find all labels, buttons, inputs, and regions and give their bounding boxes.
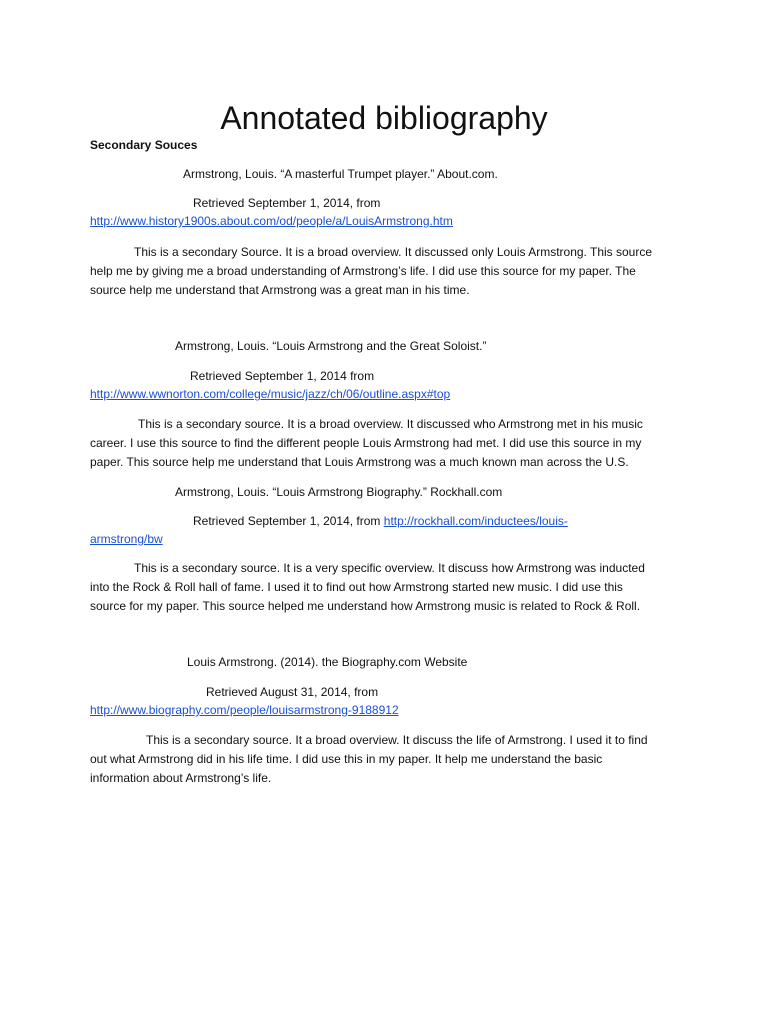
retrieved-3: Retrieved September 1, 2014, from <box>193 514 381 528</box>
url-link-4[interactable]: http://www.biography.com/people/louisarmstrong-9188912 <box>90 703 399 717</box>
annotation-4: This is a secondary source. It a broad overview. It discuss the life of Armstrong. I used it to find out what Armstrong did in his life time. I did use this in my paper. It help me understand the basic information about Armstrong’s life. <box>90 733 648 785</box>
url-link-3-part2[interactable]: armstrong/bw <box>90 532 163 546</box>
annotation-1: This is a secondary Source. It is a broad overview. It discussed only Louis Armstrong. This source help me by giving me a broad understanding of Armstrong’s life. I did use this source for my paper. The source help me understand that Armstrong was a great man in his time. <box>90 245 653 297</box>
url-link-3-part1[interactable]: http://rockhall.com/inductees/louis- <box>383 514 568 528</box>
citation-3: Armstrong, Louis. “Louis Armstrong Biography.” Rockhall.com <box>175 485 503 499</box>
annotation-3: This is a secondary source. It is a very specific overview. It discuss how Armstrong was inducted into the Rock & Roll hall of fame. I used it to find out how Armstrong started new music. I did use this source for my paper. This source helped me understand how Armstrong music is related to Rock & Roll. <box>90 561 645 613</box>
url-link-1[interactable]: http://www.history1900s.about.com/od/people/a/LouisArmstrong.htm <box>90 214 453 228</box>
citation-2: Armstrong, Louis. “Louis Armstrong and the Great Soloist.” <box>175 339 487 353</box>
citation-1: Armstrong, Louis. “A masterful Trumpet player.” About.com. <box>183 167 498 181</box>
retrieved-4: Retrieved August 31, 2014, from <box>206 685 379 699</box>
section-heading: Secondary Souces <box>90 138 198 152</box>
citation-4: Louis Armstrong. (2014). the Biography.com Website <box>187 655 468 669</box>
page-title: Annotated bibliography <box>220 100 548 136</box>
retrieved-1: Retrieved September 1, 2014, from <box>193 196 381 210</box>
annotation-2: This is a secondary source. It is a broad overview. It discussed who Armstrong met in his music career. I use this source to find the different people Louis Armstrong had met. I did use this source in my paper. This source help me understand that Louis Armstrong was a much known man across the U.S. <box>90 417 643 469</box>
url-link-2[interactable]: http://www.wwnorton.com/college/music/jazz/ch/06/outline.aspx#top <box>90 387 451 401</box>
retrieved-2: Retrieved September 1, 2014 from <box>190 369 375 383</box>
